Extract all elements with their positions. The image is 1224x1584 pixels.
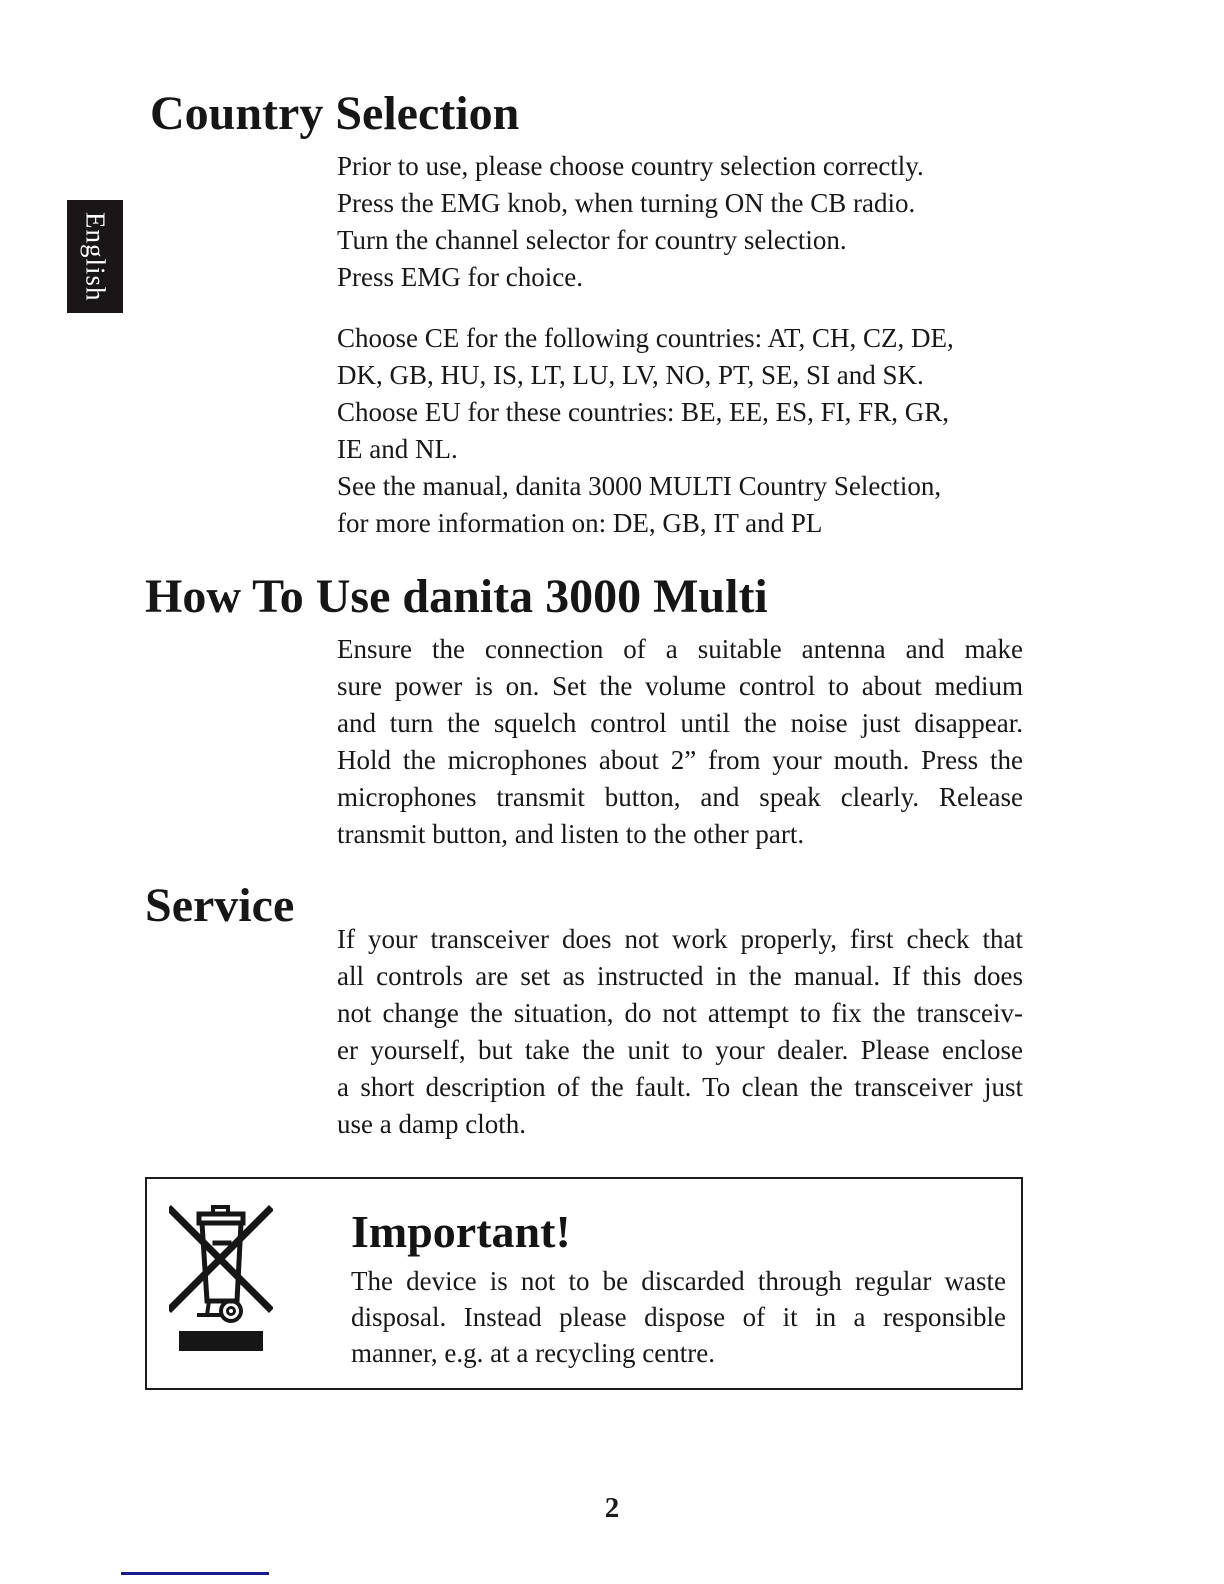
text-line: If your transceiver does not work properly, first check that bbox=[337, 924, 1023, 954]
section-title-service: Service bbox=[145, 879, 295, 932]
text-line: Press the EMG knob, when turning ON the CB radio. bbox=[337, 188, 916, 218]
text-line: transmit button, and listen to the other part. bbox=[337, 819, 805, 849]
section-title-country-selection: Country Selection bbox=[150, 87, 520, 140]
text-line: Choose EU for these countries: BE, EE, ES, FI, FR, GR, bbox=[337, 397, 949, 427]
text-line: and turn the squelch control until the noise just disappear. bbox=[337, 708, 1023, 738]
important-notice-box bbox=[145, 1177, 1023, 1390]
text-line: Press EMG for choice. bbox=[337, 262, 583, 292]
text-line: Turn the channel selector for country selection. bbox=[337, 225, 847, 255]
how-to-use-paragraph bbox=[337, 631, 1023, 853]
text-line: all controls are set as instructed in the manual. If this does bbox=[337, 961, 1023, 991]
text-line: IE and NL. bbox=[337, 434, 458, 464]
text-line: DK, GB, HU, IS, LT, LU, LV, NO, PT, SE, SI and SK. bbox=[337, 360, 924, 390]
service-paragraph bbox=[337, 921, 1023, 1143]
section-title-how-to-use: How To Use danita 3000 Multi bbox=[145, 570, 768, 623]
text-line: manner, e.g. at a recycling centre. bbox=[351, 1338, 715, 1368]
weee-black-bar bbox=[179, 1331, 263, 1351]
text-line: See the manual, danita 3000 MULTI Country Selection, bbox=[337, 471, 942, 501]
text-line: Choose CE for the following countries: AT, CH, CZ, DE, bbox=[337, 323, 954, 353]
language-tab-english bbox=[67, 200, 123, 313]
text-line: microphones transmit button, and speak clearly. Release bbox=[337, 782, 1023, 812]
text-line: er yourself, but take the unit to your dealer. Please enclose bbox=[337, 1035, 1023, 1065]
text-line: The device is not to be discarded through regular waste bbox=[351, 1266, 1006, 1296]
weee-crossed-out-wheelie-bin-icon bbox=[169, 1205, 273, 1353]
text-line: Prior to use, please choose country selection correctly. bbox=[337, 151, 924, 181]
text-line: use a damp cloth. bbox=[337, 1109, 526, 1139]
country-selection-intro-paragraph bbox=[337, 148, 1023, 296]
text-line: Hold the microphones about 2” from your mouth. Press the bbox=[337, 745, 1023, 775]
text-line: a short description of the fault. To clean the transceiver just bbox=[337, 1072, 1023, 1102]
footer-accent-line bbox=[121, 1572, 269, 1575]
important-paragraph bbox=[351, 1263, 1006, 1371]
page-number: 2 bbox=[604, 1492, 620, 1524]
text-line: for more information on: DE, GB, IT and PL bbox=[337, 508, 823, 538]
text-line: Ensure the connection of a suitable antenna and make bbox=[337, 634, 1023, 664]
country-selection-choice-paragraph bbox=[337, 320, 1023, 542]
text-line: not change the situation, do not attempt to fix the transceiv- bbox=[337, 998, 1023, 1028]
text-line: sure power is on. Set the volume control to about medium bbox=[337, 671, 1023, 701]
important-title: Important! bbox=[351, 1206, 571, 1257]
language-tab-label: English bbox=[80, 211, 111, 302]
text-line: disposal. Instead please dispose of it in a responsible bbox=[351, 1302, 1006, 1332]
